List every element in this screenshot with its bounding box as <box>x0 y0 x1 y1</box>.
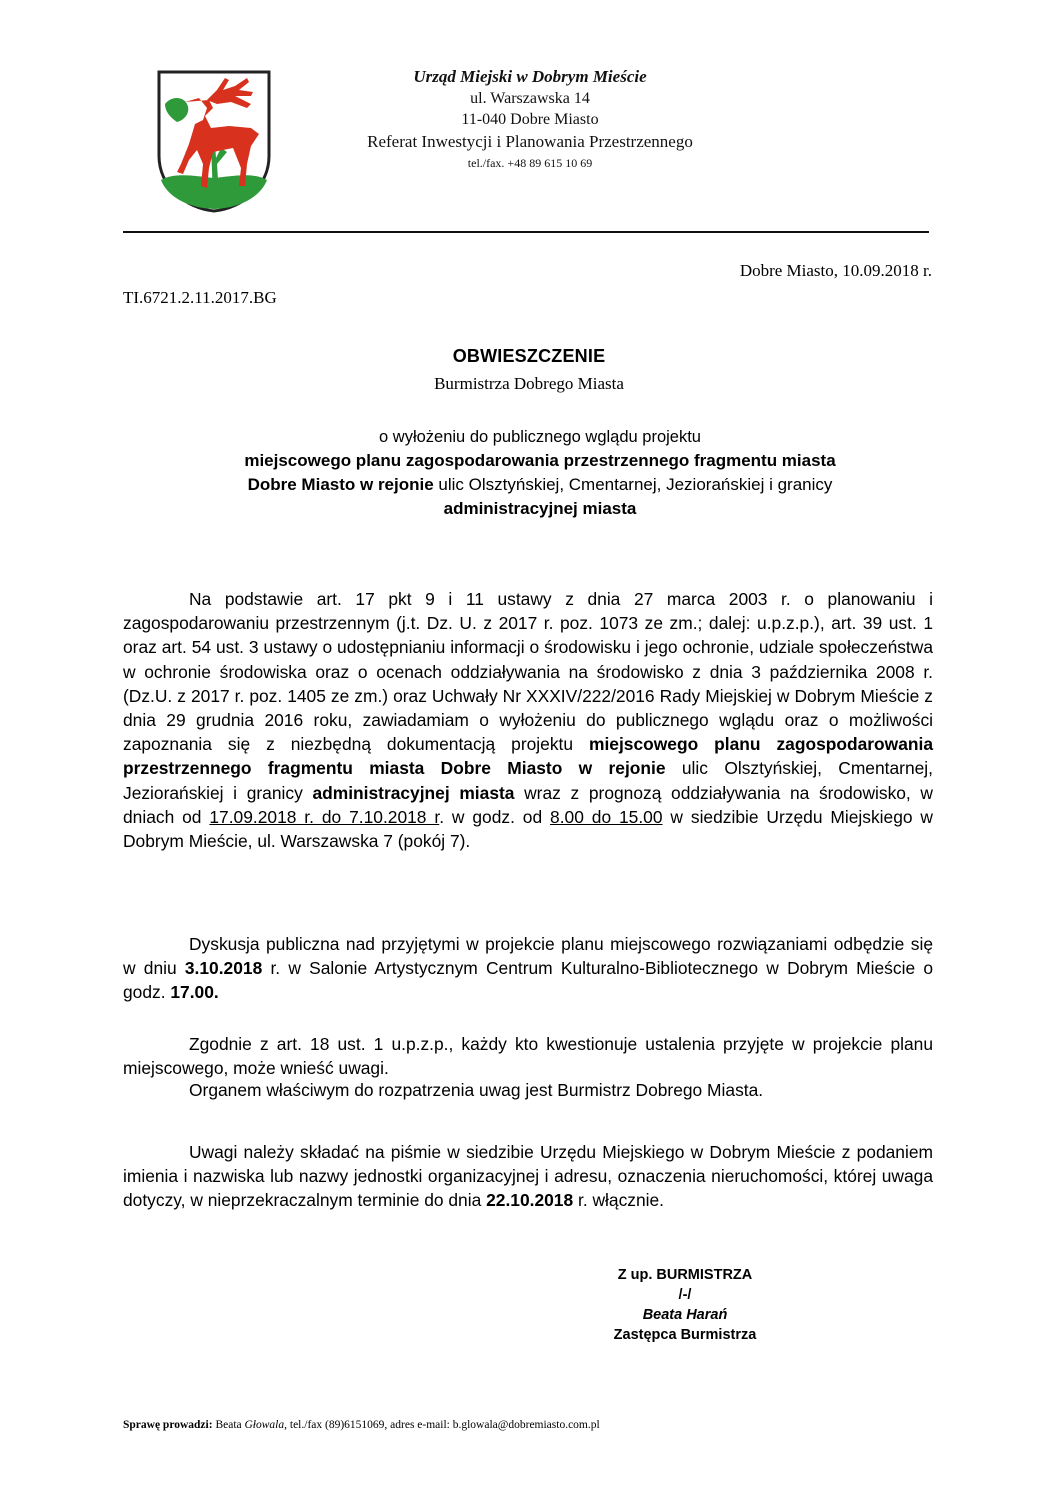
signature-block <box>560 1265 810 1345</box>
letterhead <box>300 66 760 172</box>
topic-plan-location: Dobre Miasto w rejonie <box>247 475 434 494</box>
text: Uwagi należy składać na piśmie w siedzibie Urzędu Miejskiego w Dobrym Mieście z podaniem imienia i nazwiska lub nazwy jednostki organizacyjnej i adresu, oznaczenia nieruchomości, której uwaga dotyczy, w nieprzekraczalnym terminie do dnia <box>123 1142 933 1211</box>
department-name: Referat Inwestycji i Planowania Przestrzennego <box>367 132 693 151</box>
organization-city: 11-040 Dobre Miasto <box>461 111 599 128</box>
text: w siedzibie Urzędu Miejskiego w Dobrym Mieście, ul. Warszawska 7 (pokój 7). <box>123 806 933 852</box>
plan-boundary-bold: administracyjnej miasta <box>312 782 515 803</box>
text: Organem właściwym do rozpatrzenia uwag jest Burmistrz Dobrego Miasta. <box>189 1080 764 1100</box>
text: ulic Olsztyńskiej, Cmentarnej, Jeziorańskiej i granicy <box>123 758 933 803</box>
text: . w godz. od <box>439 806 551 827</box>
text: Zgodnie z art. 18 ust. 1 u.p.z.p., każdy kto kwestionuje ustalenia przyjęte w projekcie planu miejscowego, może wnieść uwagi. <box>123 1034 933 1079</box>
discussion-time: 17.00. <box>170 982 219 1003</box>
footer-contact-details: , tel./fax (89)6151069, adres e-mail: b.glowala@dobremiasto.com.pl <box>284 1419 600 1431</box>
text: r. włącznie. <box>573 1190 665 1211</box>
paragraph-legal-basis <box>123 587 933 853</box>
paragraph-right-to-comment <box>123 1032 933 1080</box>
exhibition-hours: 8.00 do 15.00 <box>550 806 663 827</box>
discussion-date: 3.10.2018 <box>184 958 263 979</box>
coat-of-arms-icon <box>155 68 273 214</box>
plan-name-bold: miejscowego planu zagospodarowania przestrzennego fragmentu miasta Dobre Miasto w rejonie <box>123 734 934 779</box>
deadline-date: 22.10.2018 <box>486 1190 574 1211</box>
topic-plan-boundary: administracyjnej miasta <box>443 499 637 518</box>
exhibition-dates: 17.09.2018 r. do 7.10.2018 r <box>209 806 440 827</box>
organization-name: Urząd Miejski w Dobrym Mieście <box>413 67 647 86</box>
signature-mark: /-/ <box>678 1287 692 1303</box>
notice-topic <box>140 425 940 521</box>
footer-label: Sprawę prowadzi: <box>123 1419 213 1431</box>
organization-phone: tel./fax. +48 89 615 10 69 <box>467 156 593 170</box>
text: Na podstawie art. 17 pkt 9 i 11 ustawy z dnia 27 marca 2003 r. o planowaniu i zagospodarowaniu przestrzennym (j.t. Dz. U. z 2017 r. poz. 1073 ze zm.; dalej: u.p.z.p.), art. 39 ust. 1 oraz art. 54 ust. 3 ustawy o udostępnianiu informacji o środowisku i jego ochronie, udziale społeczeństwa w ochronie środowiska oraz o ocenach oddziaływania na środowisko z dnia 3 października 2008 r. (Dz.U. z 2017 r. poz. 1405 ze zm.) oraz Uchwały Nr XXXIV/222/2016 Rady Miejskiej w Dobrym Mieście z dnia 29 grudnia 2016 roku, zawiadamiam o wyłożeniu do publicznego wglądu oraz o możliwości zapoznania się z niezbędną dokumentacją projektu <box>123 589 933 755</box>
header-divider <box>123 231 929 233</box>
reference-number: TI.6721.2.11.2017.BG <box>123 288 277 307</box>
topic-plan-name: miejscowego planu zagospodarowania przestrzennego fragmentu miasta <box>244 451 836 470</box>
text: r. w Salonie Artystycznym Centrum Kulturalno-Bibliotecznego w Dobrym Mieście o godz. <box>123 958 933 1003</box>
signatory-name: Beata Harań <box>642 1307 728 1323</box>
paragraph-public-discussion <box>123 932 933 1005</box>
signatory-role: Zastępca Burmistrza <box>613 1327 757 1343</box>
text: Dyskusja publiczna nad przyjętymi w projekcie planu miejscowego rozwiązaniami odbędzie się w dniu <box>123 934 933 979</box>
paragraph-submission <box>123 1140 933 1213</box>
paragraph-authority <box>123 1078 933 1102</box>
organization-street: ul. Warszawska 14 <box>470 90 590 107</box>
document-title: OBWIESZCZENIE <box>452 346 606 366</box>
topic-streets: ulic Olsztyńskiej, Cmentarnej, Jeziorańskiej i granicy <box>433 475 833 494</box>
footer-surname: Głowala <box>244 1419 285 1431</box>
document-subtitle: Burmistrza Dobrego Miasta <box>434 374 624 393</box>
footer-contact <box>123 1419 600 1431</box>
topic-intro: o wyłożeniu do publicznego wglądu projektu <box>379 428 701 446</box>
text: Beata <box>212 1419 245 1431</box>
signature-authority: Z up. BURMISTRZA <box>617 1267 753 1283</box>
text: wraz z prognozą oddziaływania na środowisko, w dniach od <box>123 782 933 827</box>
place-date: Dobre Miasto, 10.09.2018 r. <box>739 261 932 280</box>
